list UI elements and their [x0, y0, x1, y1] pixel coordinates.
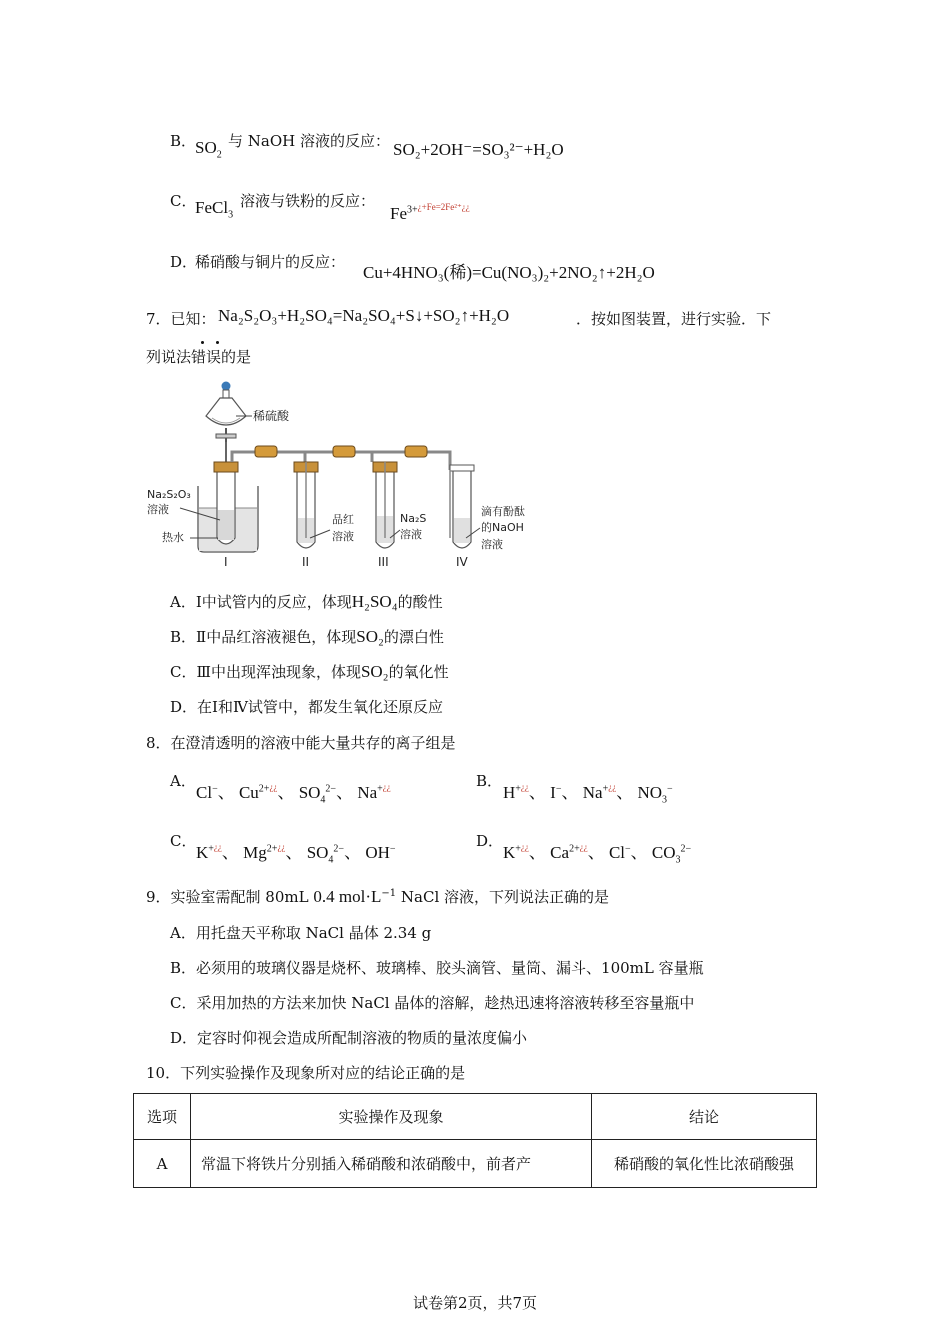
q7-option-b: B．Ⅱ中品红溶液褪色，体现SO₂的漂白性: [170, 627, 444, 646]
q7-number: 7．已知：: [146, 310, 216, 328]
q6-option-d-letter: D．: [170, 253, 198, 271]
q9-stem: 9．实验室需配制 80mL 0.4 $mol\cdot L^{-1}$ NaCl 溶液，下列说法正确的是: [146, 887, 610, 906]
q6-option-d-equation: Cu+4HNO₃(稀)=Cu(NO₃)₂+2NO₂↑+2H₂O: [363, 263, 655, 282]
q8-option-a-ions: Cl−、 $Cu^{2+¿¿}$、 $SO_4^{2-}$、 Na+¿¿: [196, 782, 391, 806]
figure-label-ii: II: [302, 555, 310, 569]
q9-option-a: A．用托盘天平称取 NaCl 晶体 2.34 g: [170, 924, 432, 942]
table-header-row: [134, 1094, 817, 1140]
figure-label-t4a: 滴有酚酞: [481, 505, 525, 518]
figure-label-i: I: [224, 555, 228, 569]
figure-label-reagent2: 溶液: [147, 503, 169, 516]
figure-label-acid: 稀硫酸: [253, 409, 290, 423]
q7-option-c: C．Ⅲ中出现浑浊现象，体现SO₂的氧化性: [170, 662, 449, 681]
figure-label-reagent: Na₂S₂O₃: [147, 488, 191, 501]
q8-option-c-letter: C．: [170, 832, 197, 850]
figure-label-t2a: 品红: [332, 513, 354, 526]
figure-label-iii: III: [378, 555, 389, 569]
q6-option-c-equation: $Fe^{3+¿+Fe=2Fe^{2+}¿¿}$: [390, 202, 470, 223]
stopper-icon: [222, 382, 231, 391]
q9-option-c: C．采用加热的方法来加快 NaCl 晶体的溶解，趁热迅速将溶液转移至容量瓶中: [170, 994, 695, 1012]
table-cell: A: [134, 1140, 191, 1188]
apparatus-figure: [140, 378, 560, 573]
q10-table: [133, 1093, 817, 1188]
q8-option-c-ions: K+¿¿、 $Mg^{2+¿¿}$、 $SO_4^{2-}$、 OH−: [196, 842, 396, 866]
table-cell: 常温下将铁片分别插入稀硝酸和浓硝酸中，前者产: [191, 1140, 592, 1188]
q10-stem: 10．下列实验操作及现象所对应的结论正确的是: [146, 1064, 466, 1082]
q6-option-b-letter: B．: [170, 132, 197, 150]
figure-label-iv: IV: [456, 555, 468, 569]
table-header: 结论: [592, 1094, 817, 1140]
q6-option-b-equation: SO₂+2OH⁻=SO₃²⁻+H₂O: [393, 140, 564, 159]
figure-label-t2b: 溶液: [332, 530, 354, 543]
figure-label-t3b: 溶液: [400, 528, 422, 541]
table-row: [134, 1140, 817, 1188]
q8-option-b-letter: B．: [476, 772, 503, 790]
emphasis-dot: [201, 341, 204, 344]
q6-option-c-letter: C．: [170, 192, 197, 210]
table-header: 选项: [134, 1094, 191, 1140]
q6-option-b-formula: $SO_2$: [195, 138, 222, 161]
figure-label-t4c: 溶液: [481, 538, 503, 551]
page-footer: 试卷第2页，共7页: [412, 1294, 538, 1312]
q7-equation: Na₂S₂O₃+H₂SO₄=Na₂SO₄+S↓+SO₂↑+H₂O: [218, 306, 510, 325]
q9-option-d: D．定容时仰视会造成所配制溶液的物质的量浓度偏小: [170, 1029, 528, 1047]
table-cell: 稀硝酸的氧化性比浓硝酸强: [592, 1140, 817, 1188]
q8-option-b-ions: H+¿¿、 I−、 Na+¿¿、 $NO_3^-$: [503, 782, 673, 806]
figure-label-water: 热水: [162, 531, 184, 544]
q8-option-d-letter: D．: [476, 832, 504, 850]
q6-option-d-label: 稀硝酸与铜片的反应：: [195, 253, 346, 271]
q8-stem: 8．在澄清透明的溶液中能大量共存的离子组是: [146, 734, 456, 752]
figure-label-t3a: Na₂S: [400, 512, 427, 525]
q8-option-d-ions: K+¿¿、 $Ca^{2+¿¿}$、 Cl−、 $CO_3^{2-}$: [503, 842, 692, 866]
emphasis-dot: [216, 341, 219, 344]
q6-option-b-label: 与 NaOH 溶液的反应：: [228, 132, 390, 150]
q7-option-d: D．在Ⅰ和Ⅳ试管中，都发生氧化还原反应: [170, 698, 443, 716]
q7-option-a: A．Ⅰ中试管内的反应，体现H₂SO₄的酸性: [170, 592, 443, 611]
figure-label-t4b: 的NaOH: [481, 521, 524, 534]
q7-stem-line2: 列说法错误的是: [146, 348, 252, 366]
q7-stem-rest: ．按如图装置，进行实验．下: [576, 310, 772, 328]
q6-option-c-formula: FeCl$_3$: [195, 198, 234, 221]
q6-option-c-label: 溶液与铁粉的反应：: [240, 192, 376, 210]
q9-option-b: B．必须用的玻璃仪器是烧杯、玻璃棒、胶头滴管、量筒、漏斗、100mL 容量瓶: [170, 959, 704, 977]
q8-option-a-letter: A．: [170, 772, 196, 790]
table-header: 实验操作及现象: [191, 1094, 592, 1140]
